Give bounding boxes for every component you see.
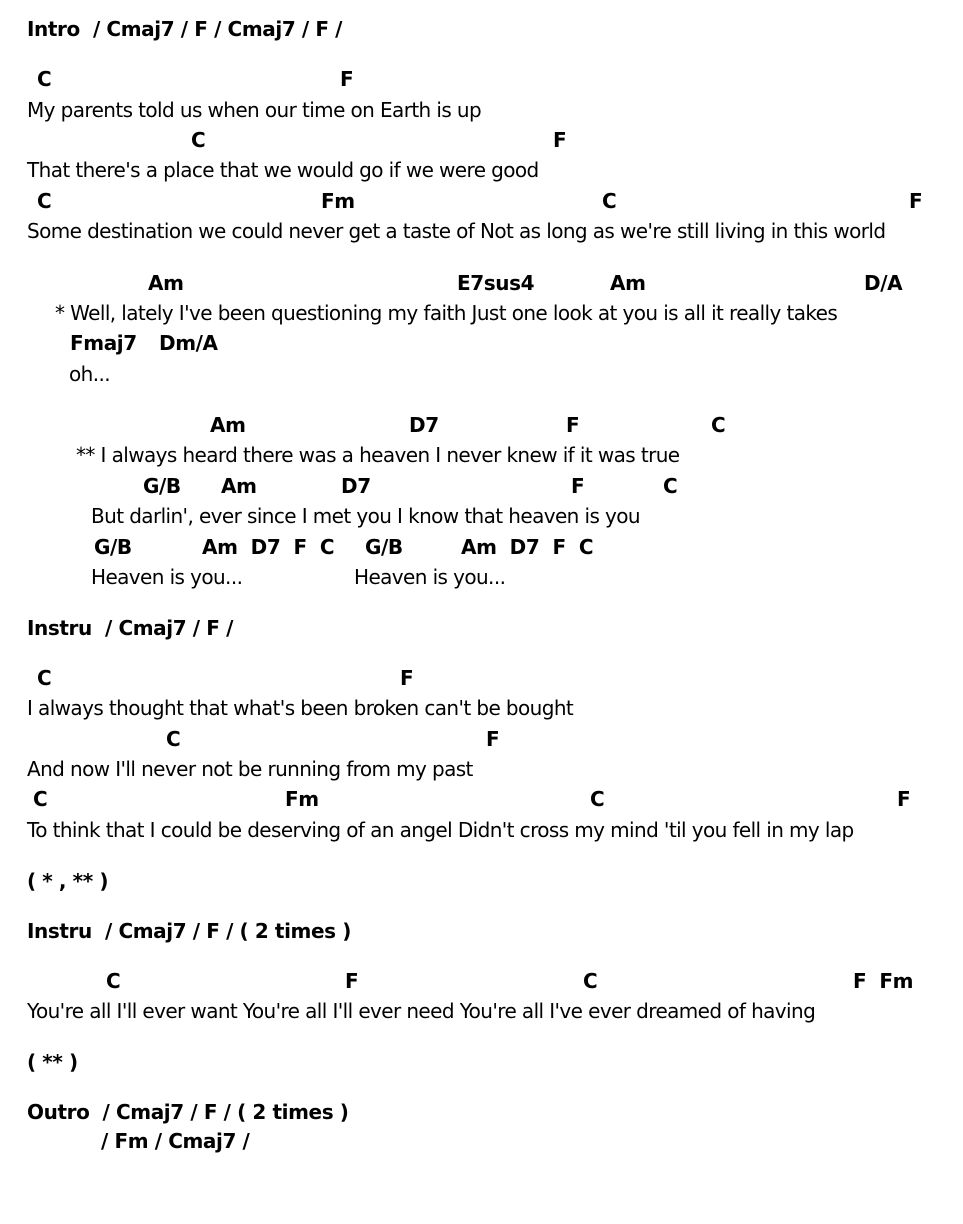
chord: F: [571, 474, 585, 498]
chord: C: [37, 666, 52, 690]
chord: C: [602, 189, 617, 213]
chord: Am: [221, 474, 257, 498]
chord: C: [191, 128, 206, 152]
chord: F: [909, 189, 923, 213]
repeat-marker: ( * , ** ): [27, 869, 109, 893]
outro-line: Outro / Cmaj7 / F / ( 2 times ): [27, 1100, 349, 1124]
chord: F: [553, 128, 567, 152]
chord: Am: [148, 271, 184, 295]
chord: D7: [341, 474, 371, 498]
chord: Fm: [285, 787, 319, 811]
lyric-line: Heaven is you...: [91, 565, 243, 589]
lyric-line: That there's a place that we would go if we were good: [27, 158, 539, 182]
chord: F: [486, 727, 500, 751]
chord: G/B: [143, 474, 181, 498]
lyric-line: And now I'll never not be running from my past: [27, 757, 473, 781]
chord: C: [106, 969, 121, 993]
chord: Am D7 F C: [202, 535, 335, 559]
lyric-line: To think that I could be deserving of an angel Didn't cross my mind 'til you fell in my lap: [27, 818, 854, 842]
lyric-line: * Well, lately I've been questioning my faith Just one look at you is all it really takes: [55, 301, 838, 325]
chord: C: [711, 413, 726, 437]
lyric-line: ** I always heard there was a heaven I never knew if it was true: [76, 443, 680, 467]
chord: C: [583, 969, 598, 993]
lyric-line: Heaven is you...: [354, 565, 506, 589]
chord: C: [37, 67, 52, 91]
chord: C: [33, 787, 48, 811]
chord: C: [590, 787, 605, 811]
chord: F: [345, 969, 359, 993]
lyric-line: My parents told us when our time on Earth is up: [27, 98, 482, 122]
chord: E7sus4: [457, 271, 535, 295]
lyric-line: oh...: [69, 362, 110, 386]
chord: Am: [210, 413, 246, 437]
lyric-line: I always thought that what's been broken can't be bought: [27, 696, 574, 720]
chord: Am D7 F C: [461, 535, 594, 559]
instrumental-line: Instru / Cmaj7 / F /: [27, 616, 233, 640]
instrumental-line: Instru / Cmaj7 / F / ( 2 times ): [27, 919, 351, 943]
chord: F: [340, 67, 354, 91]
chord: C: [166, 727, 181, 751]
chord: Fmaj7: [70, 331, 137, 355]
chord: D7: [409, 413, 439, 437]
intro-line: Intro / Cmaj7 / F / Cmaj7 / F /: [27, 17, 343, 41]
repeat-marker: ( ** ): [27, 1050, 78, 1074]
chord: F Fm: [853, 969, 914, 993]
chord: F: [897, 787, 911, 811]
chord: G/B: [94, 535, 132, 559]
chord: Fm: [321, 189, 355, 213]
lyric-line: Some destination we could never get a taste of Not as long as we're still living in this world: [27, 219, 886, 243]
chord: D/A: [864, 271, 903, 295]
chord: F: [400, 666, 414, 690]
chord: C: [37, 189, 52, 213]
chord: G/B: [365, 535, 403, 559]
chord: Dm/A: [159, 331, 218, 355]
chord: F: [566, 413, 580, 437]
lyric-line: But darlin', ever since I met you I know that heaven is you: [91, 504, 640, 528]
outro-line: / Fm / Cmaj7 /: [101, 1129, 250, 1153]
lyric-line: You're all I'll ever want You're all I'll ever need You're all I've ever dreamed of having: [27, 999, 816, 1023]
chord: Am: [610, 271, 646, 295]
chord: C: [663, 474, 678, 498]
